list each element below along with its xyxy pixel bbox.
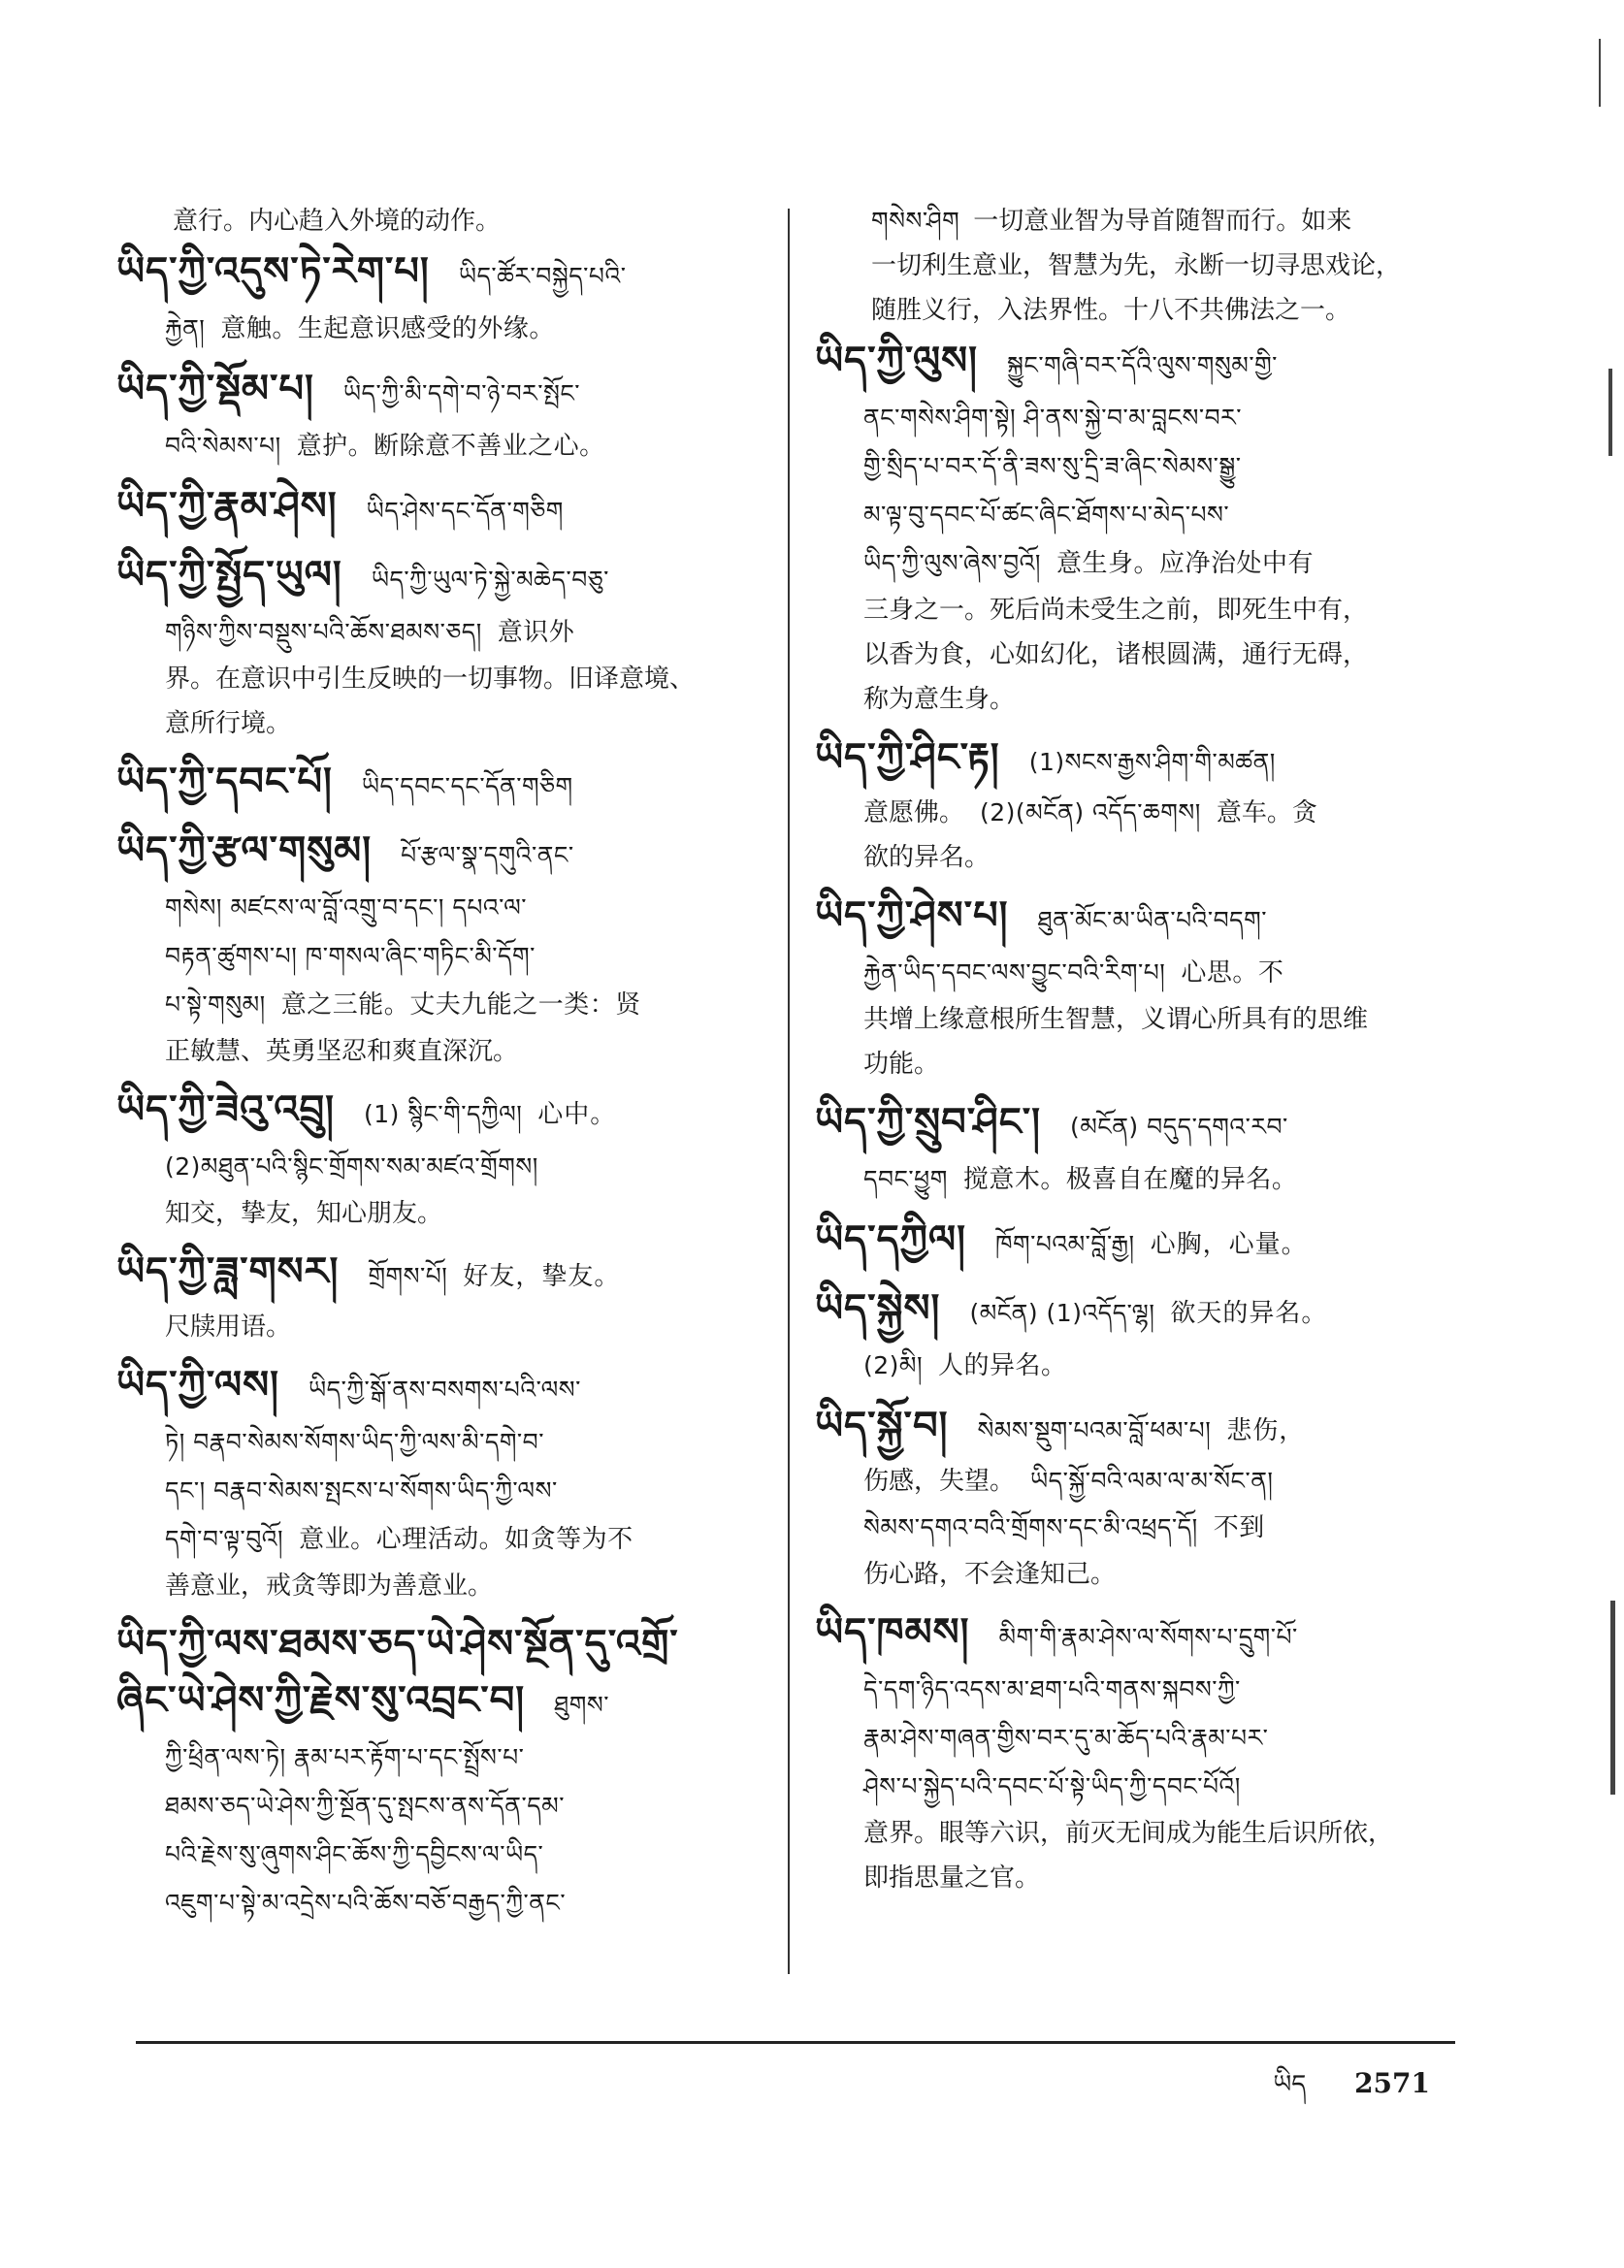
tibetan-definition: བརྟན་ཚུགས་པ། ཁ་གསལ་ཞིང་གཏིང་མི་དོག་ xyxy=(165,942,536,970)
chinese-definition: 称为意生身。 xyxy=(863,685,1016,714)
tibetan-definition: ཡིད་སྐྱོ་བའི་ལམ་ལ་མ་སོང་ན། xyxy=(1030,1467,1274,1495)
definition-line xyxy=(815,1155,1475,1204)
dictionary-entry xyxy=(815,1280,1475,1390)
definition-line xyxy=(116,422,776,470)
definition-line xyxy=(815,677,1475,722)
definition-line xyxy=(815,1552,1475,1597)
chinese-definition: 意之三能。丈夫九能之一类：贤 xyxy=(280,990,641,1020)
headword: ཡིད་ཀྱི་ལུས། xyxy=(815,339,979,383)
entry-headline xyxy=(116,547,776,608)
entry-headline xyxy=(116,823,776,884)
definition-line xyxy=(815,1666,1475,1714)
entry-headline xyxy=(116,478,776,539)
page-number: 2571 xyxy=(1354,2067,1430,2099)
dictionary-entry xyxy=(116,243,776,353)
entry-headline xyxy=(815,1094,1475,1155)
tibetan-definition: སྐྱུང་གཞི་བར་དོའི་ལུས་གསུམ་གྱི་ xyxy=(1007,351,1278,379)
tibetan-definition: རྐྱེན་ཡིད་དབང་ལས་བྱུང་བའི་རིག་པ། xyxy=(863,958,1166,987)
tibetan-definition: ཡིད་ཤེས་དང་དོན་གཅིག xyxy=(366,497,564,525)
chinese-definition: 以香为食，心如幻化，诸根圆满，通行无碍， xyxy=(863,640,1369,669)
tibetan-definition: (2)མི། xyxy=(863,1351,924,1379)
dictionary-entry xyxy=(815,1604,1475,1900)
dictionary-entry xyxy=(116,1616,776,1928)
entry-headline xyxy=(116,1357,776,1418)
tibetan-definition: མ་ལྟ་བུ་དབང་པོ་ཚང་ཞིང་ཐོགས་པ་མེད་པས་ xyxy=(863,501,1230,529)
tibetan-text: གསེས་ཤིག xyxy=(871,207,960,235)
scan-edge-mark xyxy=(1610,1601,1615,1795)
tibetan-definition: རྐྱེན། xyxy=(165,314,206,342)
entry-headline xyxy=(815,1604,1475,1666)
dictionary-entry xyxy=(116,1244,776,1349)
definition-line xyxy=(116,981,776,1029)
definition-line xyxy=(815,1714,1475,1763)
chinese-definition: 意愿佛。 xyxy=(863,798,965,827)
definition-line xyxy=(815,539,1475,588)
definition-line xyxy=(815,997,1475,1042)
headword: ཡིད་ཀྱི་སྲུབ་ཤིང་། xyxy=(815,1100,1041,1145)
definition-line xyxy=(815,632,1475,677)
tibetan-definition: ཡིད་ཀྱི་ཡུལ་ཏེ་སྐྱེ་མཆེད་བཅུ་ xyxy=(371,566,609,594)
tibetan-definition: པོ་རྩལ་སྣ་དགུའི་ནང་ xyxy=(401,841,574,869)
continuation-line xyxy=(815,288,1475,333)
dictionary-entry xyxy=(815,1398,1475,1597)
scan-edge-mark xyxy=(1599,39,1601,107)
tibetan-definition: པའི་རྗེས་སུ་ཞུགས་ཤིང་ཆོས་ཀྱི་དབྱིངས་ལ་ཡིད་ xyxy=(165,1840,544,1868)
chinese-definition: 界。在意识中引生反映的一切事物。旧译意境、 xyxy=(165,664,696,694)
chinese-definition: 意触。生起意识感受的外缘。 xyxy=(220,314,555,343)
chinese-definition: 不到 xyxy=(1213,1513,1265,1542)
tibetan-definition: བའི་སེམས་པ། xyxy=(165,432,281,460)
definition-line xyxy=(116,701,776,746)
headword: ཡིད་ཀྱི་ཟེའུ་འབྲུ། xyxy=(116,1087,335,1132)
chinese-definition: 意行。内心趋入外境的动作。 xyxy=(173,207,502,236)
tibetan-definition: ཡིད་ཀྱི་ལུས་ཞེས་བྱའོ། xyxy=(863,549,1041,577)
entry-headline xyxy=(116,754,776,815)
definition-line xyxy=(116,1733,776,1782)
chinese-definition: 意所行境。 xyxy=(165,709,292,738)
definition-line xyxy=(815,791,1475,835)
page-footer xyxy=(1273,2057,1430,2127)
definition-line xyxy=(116,1191,776,1236)
tibetan-definition: ཁོག་པའམ་བློ་རྒྱ། xyxy=(995,1230,1135,1258)
tibetan-definition: (མངོན) བདུད་དགའ་རབ་ xyxy=(1070,1113,1288,1141)
chinese-definition: 意车。贪 xyxy=(1216,798,1317,827)
definition-line xyxy=(116,1672,776,1733)
definition-line xyxy=(116,1467,776,1515)
definition-line xyxy=(815,1763,1475,1811)
chinese-definition: 欲天的异名。 xyxy=(1170,1299,1328,1328)
definition-line xyxy=(116,1418,776,1467)
tibetan-definition: མིག་གི་རྣམ་ཤེས་ལ་སོགས་པ་དྲུག་པོ་ xyxy=(998,1623,1298,1651)
chinese-definition: 心中。 xyxy=(537,1100,617,1129)
entry-headline xyxy=(815,1212,1475,1273)
tibetan-definition: (1)སངས་རྒྱས་ཤིག་གི་མཚན། xyxy=(1028,748,1276,776)
headword-continued: ཞིང་ཡེ་ཤེས་ཀྱི་རྗེས་སུ་འབྲང་བ། xyxy=(116,1678,526,1723)
dictionary-entry xyxy=(116,361,776,470)
chinese-definition: 正敏慧、英勇坚忍和爽直深沉。 xyxy=(165,1037,519,1066)
headword: ཡིད་དཀྱིལ། xyxy=(815,1217,966,1262)
headword: ཡིད་ཀྱི་རྩལ་གསུམ། xyxy=(116,828,373,873)
dictionary-entry xyxy=(116,478,776,539)
definition-line xyxy=(815,1042,1475,1086)
headword: ཡིད་སྐྱེས། xyxy=(815,1286,941,1331)
chinese-definition: 功能。 xyxy=(863,1050,940,1079)
chinese-definition: 意业。心理活动。如贪等为不 xyxy=(299,1525,633,1554)
definition-line xyxy=(116,1515,776,1564)
entry-headline xyxy=(116,361,776,422)
footer-rule xyxy=(136,2041,1455,2044)
tibetan-definition: སེམས་དགའ་བའི་གྲོགས་དང་མི་འཕྲད་དོ། xyxy=(863,1513,1198,1541)
chinese-definition: 三身之一。死后尚未受生之前，即死生中有， xyxy=(863,596,1369,625)
dictionary-entry xyxy=(815,333,1475,722)
tibetan-definition: རྣམ་ཤེས་གཞན་གྱིས་བར་དུ་མ་ཆོད་པའི་རྣམ་པར་ xyxy=(863,1724,1269,1752)
definition-line xyxy=(116,1305,776,1349)
chinese-definition: 共增上缘意根所生智慧，义谓心所具有的思维 xyxy=(863,1005,1369,1034)
dictionary-entry xyxy=(815,1094,1475,1204)
definition-line xyxy=(815,1459,1475,1504)
headword: ཡིད་ཀྱི་ཤིང་རྟ། xyxy=(815,735,1000,780)
dictionary-entry xyxy=(116,823,776,1074)
chinese-definition: 好友，挚友。 xyxy=(463,1262,621,1291)
dictionary-entry xyxy=(815,729,1475,880)
chinese-definition: 伤心路，不会逢知己。 xyxy=(863,1560,1117,1589)
right-column xyxy=(815,199,1475,1908)
chinese-definition: 悲伤， xyxy=(1226,1416,1306,1445)
chinese-definition: 一切利生意业，智慧为先，永断一切寻思戏论， xyxy=(871,251,1402,280)
headword: ཡིད་ཀྱི་སྡོམ་པ། xyxy=(116,367,314,411)
definition-line xyxy=(116,608,776,657)
headword: ཡིད་ཀྱི་ཟླ་གསར། xyxy=(116,1249,340,1294)
definition-line xyxy=(116,1831,776,1879)
tibetan-definition: ཤེས་པ་སྐྱེད་པའི་དབང་པོ་སྟེ་ཡིད་ཀྱི་དབང་པོའོ། xyxy=(863,1772,1241,1800)
definition-line xyxy=(116,657,776,701)
chinese-definition: 欲的异名。 xyxy=(863,843,991,872)
tibetan-definition: འཇུག་པ་སྟེ་མ་འདྲེས་པའི་ཆོས་བཅོ་བརྒྱད་ཀྱི་ནང་ xyxy=(165,1889,567,1917)
headword: ཡིད་ཀྱི་རྣམ་ཤེས། xyxy=(116,484,338,529)
continuation-line xyxy=(815,243,1475,288)
definition-line xyxy=(116,305,776,353)
scan-edge-mark xyxy=(1608,369,1612,456)
tibetan-definition: ཡིད་ཀྱི་མི་དགེ་བ་ཉེ་བར་སྤོང་ xyxy=(342,379,581,407)
tibetan-definition: ཡིད་ཚོར་བསྐྱེད་པའི་ xyxy=(458,262,627,290)
chinese-definition: 人的异名。 xyxy=(938,1351,1067,1380)
headword: ཡིད་ཀྱི་ལས། xyxy=(116,1363,280,1408)
chinese-definition: 随胜义行，入法界性。十八不共佛法之一。 xyxy=(871,296,1351,325)
column-divider xyxy=(788,209,790,1974)
tibetan-definition: པ་སྟེ་གསུམ། xyxy=(165,990,266,1019)
tibetan-definition: ནང་གསེས་ཤིག་སྟེ། ཤི་ནས་སྐྱེ་བ་མ་བླངས་བར་ xyxy=(863,404,1242,432)
chinese-definition: 意识外 xyxy=(497,618,575,647)
tibetan-definition: (2)མཐུན་པའི་སྙིང་གྲོགས་སམ་མཛའ་གྲོགས། xyxy=(165,1152,538,1181)
tibetan-definition: གསེས། མཛངས་ལ་བློ་འགྲུ་བ་དང་། དཔའ་ལ་ xyxy=(165,893,528,922)
tibetan-definition: ཐུགས་ xyxy=(554,1691,609,1719)
tibetan-definition: དེ་དག་ཉིད་འདས་མ་ཐག་པའི་གནས་སྐབས་ཀྱི་ xyxy=(863,1675,1241,1703)
definition-line xyxy=(815,588,1475,632)
definition-line xyxy=(116,1143,776,1191)
definition-line xyxy=(815,491,1475,539)
headword: ཡིད་སྐྱོ་བ། xyxy=(815,1404,949,1448)
entry-headline xyxy=(116,1244,776,1305)
dictionary-entry xyxy=(116,1357,776,1608)
tibetan-definition: སེམས་སྡུག་པའམ་བློ་ཕམ་པ། xyxy=(977,1416,1212,1444)
tibetan-definition: དགེ་བ་ལྟ་བུའོ། xyxy=(165,1525,284,1553)
tibetan-definition: ཡིད་ཀྱི་སྒོ་ནས་བསགས་པའི་ལས་ xyxy=(309,1376,581,1404)
chinese-definition: 知交，挚友，知心朋友。 xyxy=(165,1199,443,1228)
chinese-definition: 心胸，心量。 xyxy=(1150,1230,1308,1259)
continuation-line xyxy=(116,199,776,243)
entry-headline xyxy=(815,333,1475,394)
definition-line xyxy=(116,1029,776,1074)
definition-line xyxy=(815,1856,1475,1900)
tibetan-definition: གྲོགས་པོ། xyxy=(368,1262,448,1290)
tibetan-definition: ཏེ། བརྣབ་སེམས་སོགས་ཡིད་ཀྱི་ལས་མི་དགེ་བ་ xyxy=(165,1428,544,1456)
entry-headline xyxy=(116,243,776,305)
definition-line xyxy=(116,932,776,981)
dictionary-entry xyxy=(116,1082,776,1236)
headword: ཡིད་ཁམས། xyxy=(815,1610,970,1655)
dictionary-entry xyxy=(815,888,1475,1086)
entry-headline xyxy=(815,888,1475,949)
entry-headline xyxy=(815,729,1475,791)
dictionary-entry xyxy=(116,754,776,815)
definition-line xyxy=(815,442,1475,491)
headword: ཡིད་ཀྱི་འདུས་ཏེ་རེག་པ། xyxy=(116,249,430,294)
entry-headline xyxy=(116,1616,776,1672)
tibetan-definition: གཉིས་ཀྱིས་བསྡུས་པའི་ཆོས་ཐམས་ཅད། xyxy=(165,618,482,646)
chinese-definition: 伤感，失望。 xyxy=(863,1467,1016,1496)
definition-line xyxy=(116,1564,776,1608)
tibetan-definition: (1) སྙིང་གི་དཀྱིལ། xyxy=(364,1100,523,1128)
running-headword: ཡིད xyxy=(1273,2070,1307,2099)
headword: ཡིད་ཀྱི་ཤེས་པ། xyxy=(815,893,1009,938)
entry-headline xyxy=(815,1398,1475,1459)
chinese-definition: 意界。眼等六识，前灭无间成为能生后识所依， xyxy=(863,1819,1394,1848)
chinese-definition: 意护。断除意不善业之心。 xyxy=(296,432,605,461)
chinese-definition: 搅意木。极喜自在魔的异名。 xyxy=(962,1165,1298,1194)
chinese-definition: 即指思量之官。 xyxy=(863,1863,1041,1893)
definition-line xyxy=(815,1504,1475,1552)
definition-line xyxy=(815,1811,1475,1856)
headword: ཡིད་ཀྱི་དབང་པོ། xyxy=(116,760,333,804)
dictionary-entry xyxy=(116,547,776,746)
tibetan-definition: ཡིད་དབང་དང་དོན་གཅིག xyxy=(361,772,573,800)
dictionary-entry xyxy=(815,1212,1475,1273)
left-column xyxy=(116,199,776,1935)
chinese-definition: 一切意业智为导首随智而行。如来 xyxy=(973,207,1352,236)
tibetan-definition: གྱི་སྲིད་པ་བར་དོ་ནི་ཟས་སུ་དྲི་ཟ་ཞིང་སེམས་སྒྱུ་ xyxy=(863,452,1242,480)
tibetan-definition: ཐུན་མོང་མ་ཡིན་པའི་བདག་ xyxy=(1037,906,1268,934)
tibetan-definition: ཀྱི་ཕྲིན་ལས་ཏེ། རྣམ་པར་རྟོག་པ་དང་སྤྲོས་པ་ xyxy=(165,1743,525,1771)
tibetan-definition: (མངོན) (1)འདོད་ལྷ། xyxy=(969,1299,1155,1327)
continuation-line xyxy=(815,199,1475,243)
headword: ཡིད་ཀྱི་སྤྱོད་ཡུལ། xyxy=(116,553,342,598)
tibetan-definition: ཐམས་ཅད་ཡེ་ཤེས་ཀྱི་སྔོན་དུ་སྤངས་ནས་དོན་དམ་ xyxy=(165,1792,565,1820)
definition-line xyxy=(116,1782,776,1831)
definition-line xyxy=(116,884,776,932)
entry-headline xyxy=(815,1280,1475,1342)
headword: ཡིད་ཀྱི་ལས་ཐམས་ཅད་ཡེ་ཤེས་སྔོན་དུ་འགྲོ་ xyxy=(116,1622,679,1667)
definition-line xyxy=(116,1879,776,1928)
tibetan-definition: དང་། བརྣབ་སེམས་སྤངས་པ་སོགས་ཡིད་ཀྱི་ལས་ xyxy=(165,1476,558,1505)
chinese-definition: 善意业，戒贪等即为善意业。 xyxy=(165,1571,494,1601)
definition-line xyxy=(815,949,1475,997)
definition-line xyxy=(815,835,1475,880)
chinese-definition: 尺牍用语。 xyxy=(165,1312,292,1342)
chinese-definition: 意生身。应净治处中有 xyxy=(1056,549,1314,578)
entry-headline xyxy=(116,1082,776,1143)
chinese-definition: 心思。不 xyxy=(1181,958,1284,988)
definition-line xyxy=(815,1342,1475,1390)
tibetan-definition: (2)(མངོན) འདོད་ཆགས། xyxy=(980,798,1201,826)
definition-line xyxy=(815,394,1475,442)
tibetan-definition: དབང་ཕྱུག xyxy=(863,1165,948,1193)
